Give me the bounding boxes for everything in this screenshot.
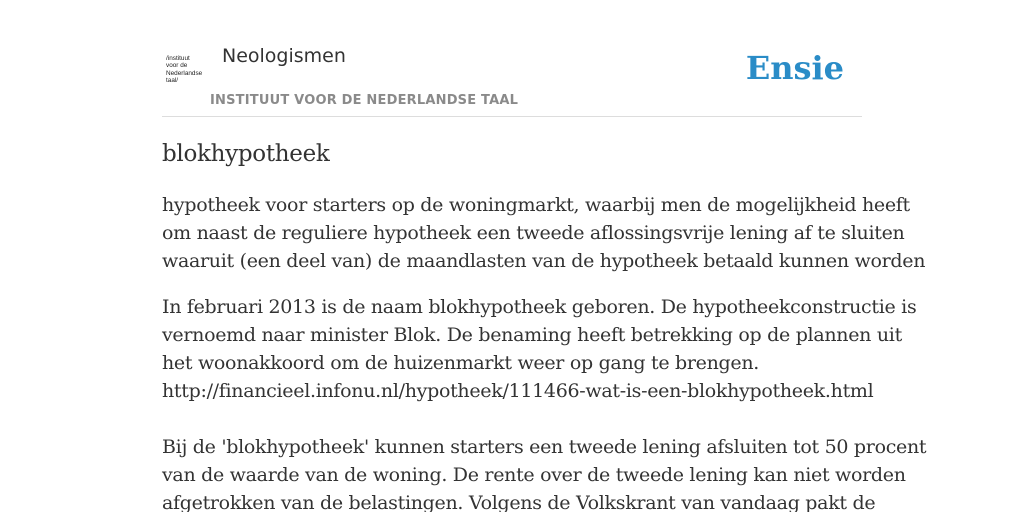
note-line: van de waarde van de woning. De rente over de tweede lening kan niet worden xyxy=(162,464,906,486)
entry-note-2 xyxy=(162,433,927,512)
site-name-link[interactable]: Neologismen xyxy=(222,45,346,67)
note-line: het woonakkoord om de huizenmarkt weer op gang te brengen. xyxy=(162,352,760,374)
entry-definition xyxy=(162,191,926,275)
note-line: afgetrokken van de belastingen. Volgens de Volkskrant van vandaag pakt de xyxy=(162,492,876,512)
logo-line: taal/ xyxy=(166,77,179,85)
source-url: http://financieel.infonu.nl/hypotheek/111466-wat-is-een-blokhypotheek.html xyxy=(162,380,874,402)
ivdnt-logo[interactable] xyxy=(166,55,208,91)
note-line: vernoemd naar minister Blok. De benaming heeft betrekking op de plannen uit xyxy=(162,324,902,346)
definition-line: om naast de reguliere hypotheek een tweede aflossingsvrije lening af te sluiten xyxy=(162,222,905,244)
ensie-logo-link[interactable]: Ensie xyxy=(745,49,844,87)
entry-content xyxy=(162,137,927,512)
organization-name: INSTITUUT VOOR DE NEDERLANDSE TAAL xyxy=(210,93,519,108)
note-line: Bij de 'blokhypotheek' kunnen starters een tweede lening afsluiten tot 50 procent xyxy=(162,436,927,458)
logo-line: /instituut xyxy=(166,55,190,62)
definition-line: hypotheek voor starters op de woningmarkt, waarbij men de mogelijkheid heeft xyxy=(162,194,910,216)
entry-term: blokhypotheek xyxy=(162,141,330,167)
definition-line: waaruit (een deel van) de maandlasten van de hypotheek betaald kunnen worden xyxy=(162,250,926,272)
entry-note xyxy=(162,293,917,405)
header xyxy=(162,0,862,117)
logo-line: voor de xyxy=(166,62,188,70)
note-line: In februari 2013 is de naam blokhypotheek geboren. De hypotheekconstructie is xyxy=(162,296,917,318)
logo-line: Nederlandse xyxy=(166,69,203,77)
